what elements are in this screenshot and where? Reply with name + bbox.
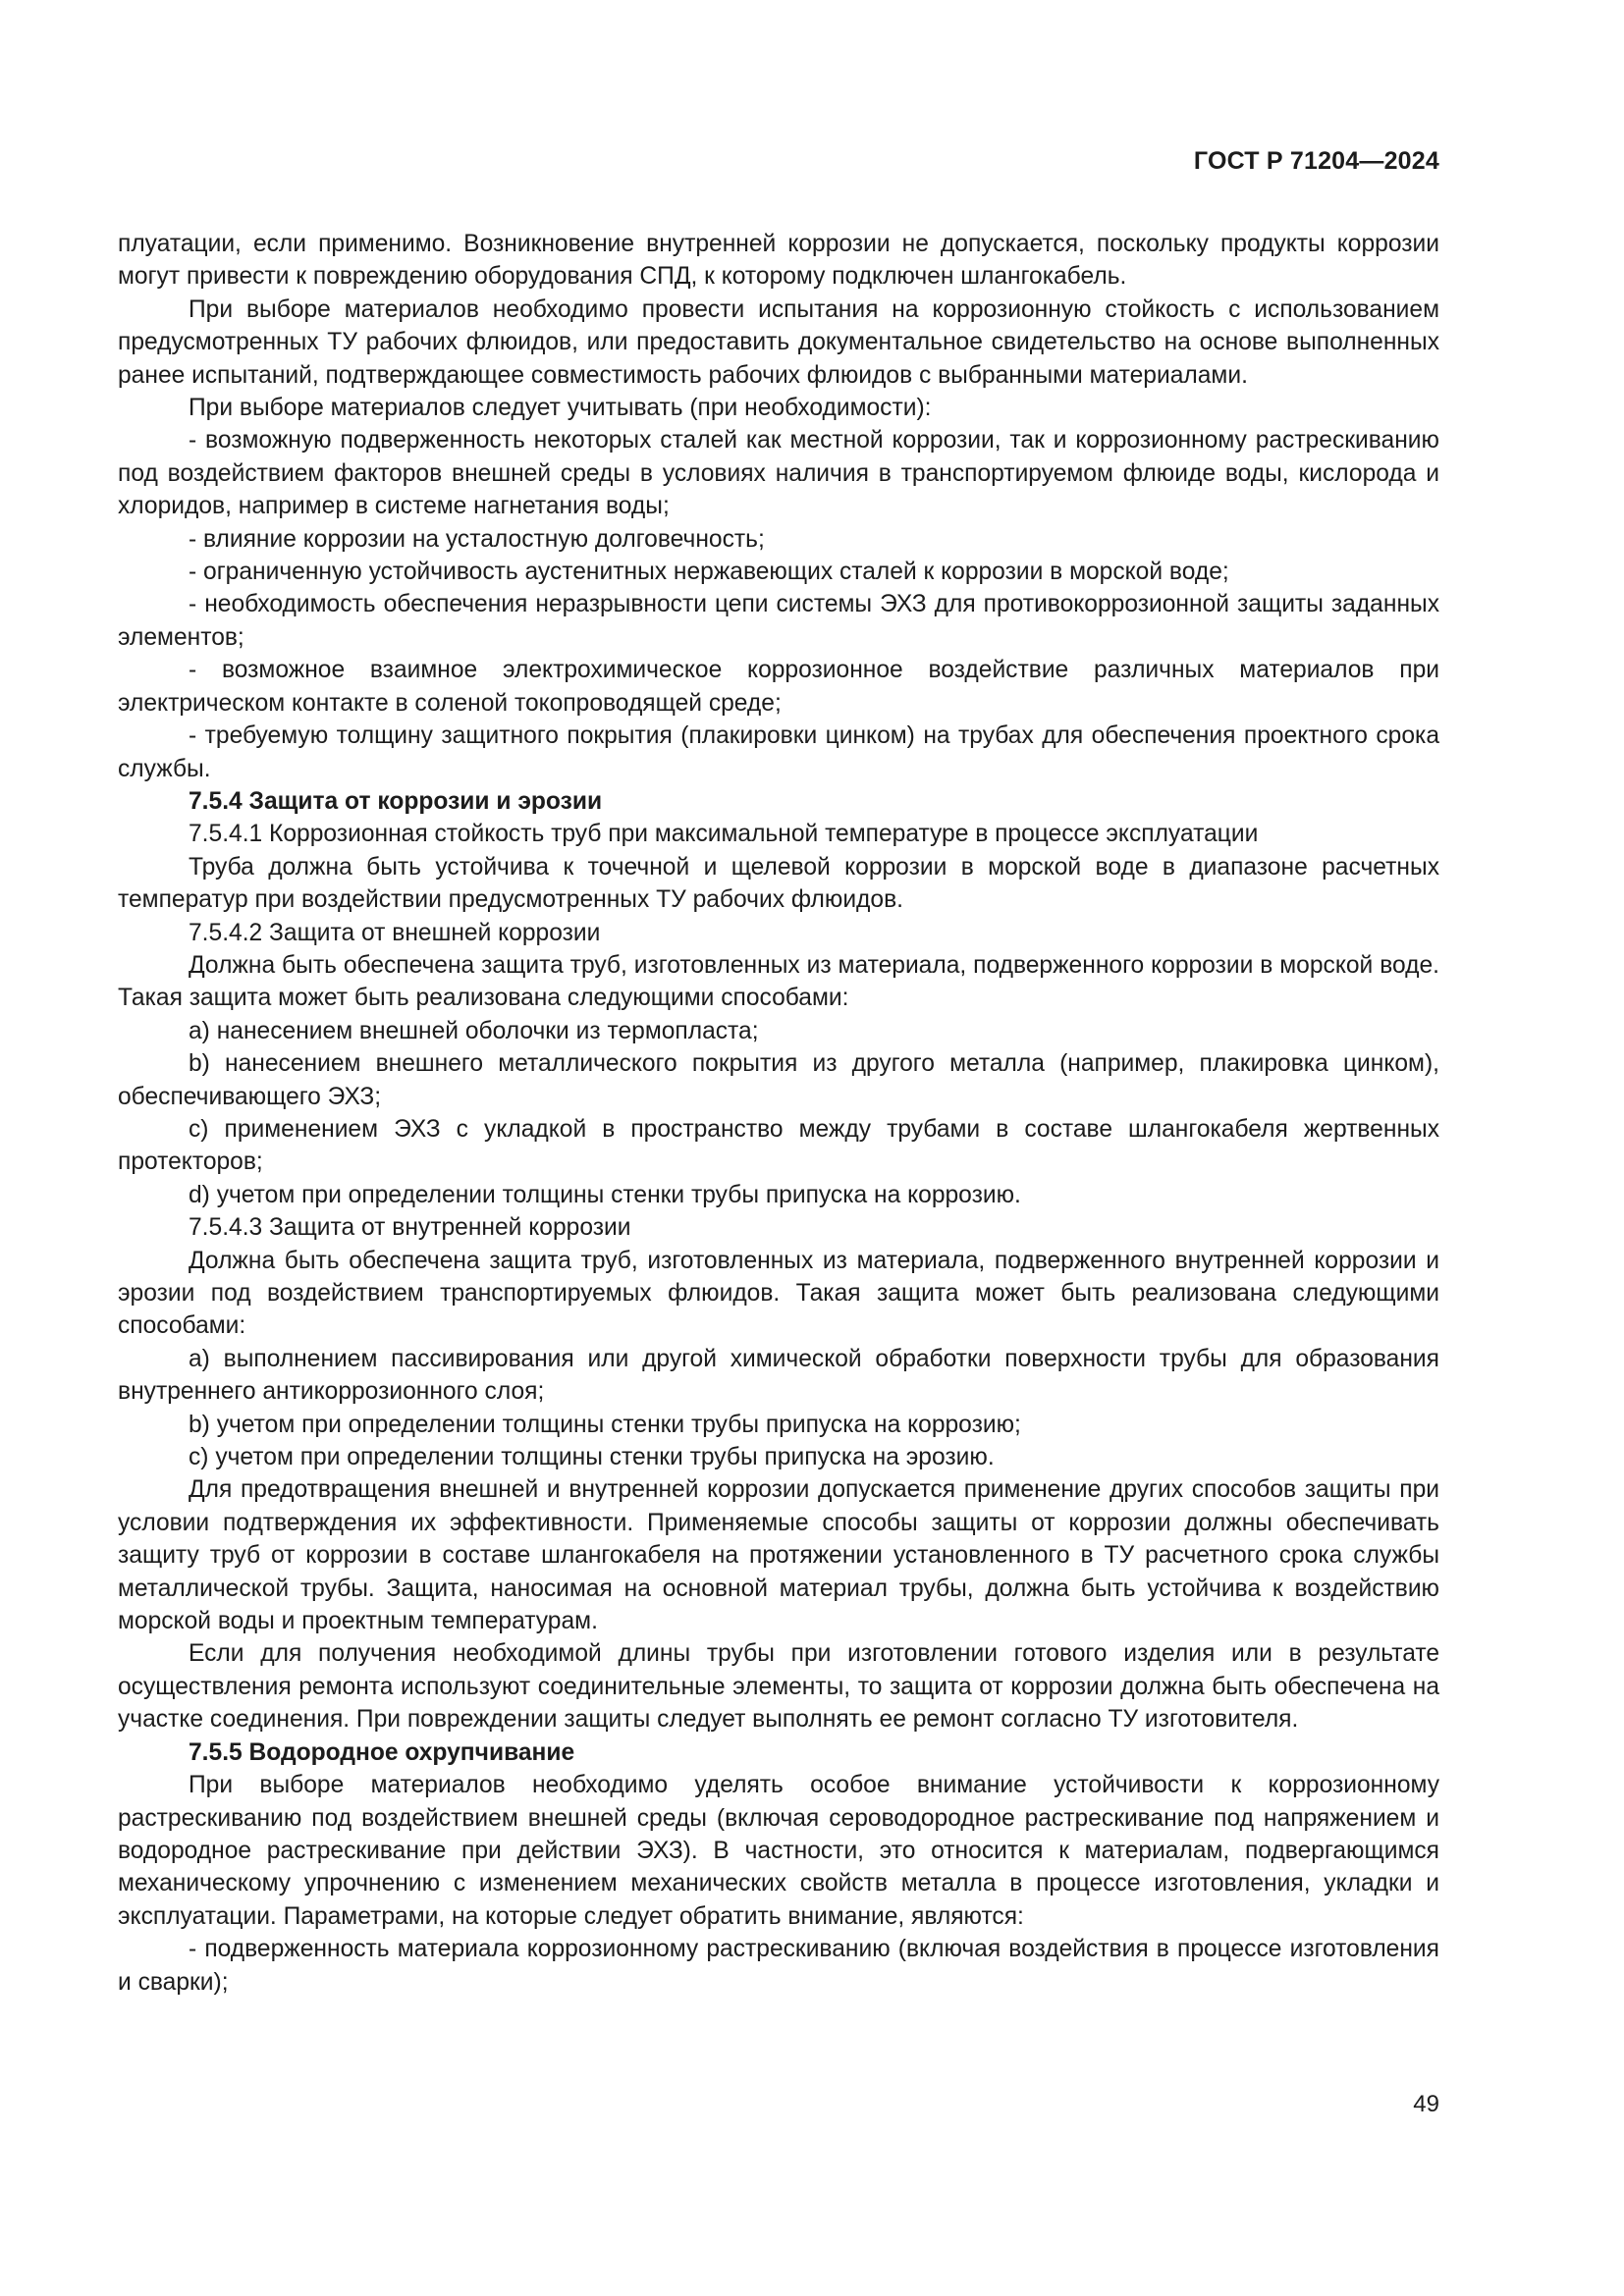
paragraph: Труба должна быть устойчива к точечной и щелевой коррозии в морской воде в диапазоне расчетных температур при воздействии предусмотренных ТУ рабочих флюидов. — [118, 853, 1439, 914]
list-item: - возможное взаимное электрохимическое коррозионное воздействие различных материалов при электрическом контакте в соленой токопроводящей среде; — [118, 657, 1439, 717]
subsection-title: 7.5.4.2 Защита от внешней коррозии — [189, 919, 601, 946]
list-item: - возможную подверженность некоторых сталей как местной коррозии, так и коррозионному растрескиванию под воздействием факторов внешней среды в условиях наличия в транспортируемом флюиде воды, кислорода и хлоридов, например в системе нагнетания воды; — [118, 427, 1439, 520]
list-item: c) применением ЭХЗ с укладкой в пространство между трубами в составе шлангокабеля жертвенных протекторов; — [118, 1115, 1439, 1176]
list-item: - влияние коррозии на усталостную долговечность; — [189, 525, 765, 553]
list-item: - подверженность материала коррозионному растрескиванию (включая воздействия в процессе изготовления и сварки); — [118, 1936, 1439, 1996]
paragraph: При выборе материалов следует учитывать (при необходимости): — [189, 395, 932, 422]
list-item: - необходимость обеспечения неразрывности цепи системы ЭХЗ для противокоррозионной защиты заданных элементов; — [118, 591, 1439, 651]
page-number: 49 — [1413, 2091, 1439, 2117]
list-item: - требуемую толщину защитного покрытия (плакировки цинком) на трубах для обеспечения проектного срока службы. — [118, 722, 1439, 782]
paragraph: Для предотвращения внешней и внутренней коррозии допускается применение других способов защиты при условии подтверждения их эффективности. Применяемые способы защиты от коррозии должны обеспечивать защиту труб от коррозии в составе шлангокабеля на протяжении установленного в ТУ расчетного срока службы металлической трубы. Защита, наносимая на основной материал трубы, должна быть устойчива к воздействию морской воды и проектным температурам. — [118, 1476, 1439, 1635]
document-designation: ГОСТ Р 71204—2024 — [1193, 147, 1439, 175]
list-item: a) нанесением внешней оболочки из термопласта; — [189, 1017, 759, 1044]
paragraph: Если для получения необходимой длины трубы при изготовлении готового изделия или в результате осуществления ремонта используют соединительные элементы, то защита от коррозии должна быть обеспечена на участке соединения. При повреждении защиты следует выполнять ее ремонт согласно ТУ изготовителя. — [118, 1640, 1439, 1734]
list-item: c) учетом при определении толщины стенки трубы припуска на эрозию. — [189, 1444, 995, 1471]
list-item: - ограниченную устойчивость аустенитных нержавеющих сталей к коррозии в морской воде; — [189, 559, 1229, 586]
list-item: b) учетом при определении толщины стенки трубы припуска на коррозию; — [189, 1411, 1021, 1438]
list-item: a) выполнением пассивирования или другой химической обработки поверхности трубы для образования внутреннего антикоррозионного слоя; — [118, 1345, 1439, 1406]
page-body — [118, 228, 1439, 1999]
paragraph: При выборе материалов необходимо провести испытания на коррозионную стойкость с использованием предусмотренных ТУ рабочих флюидов, или предоставить документальное свидетельство на основе выполненных ранее испытаний, подтверждающее совместимость рабочих флюидов с выбранными материалами. — [118, 295, 1439, 389]
paragraph: Должна быть обеспечена защита труб, изготовленных из материала, подверженного коррозии в морской воде. Такая защита может быть реализована следующими способами: — [118, 951, 1439, 1012]
paragraph: Должна быть обеспечена защита труб, изготовленных из материала, подверженного внутренней коррозии и эрозии под воздействием транспортируемых флюидов. Такая защита может быть реализована следующими способами: — [118, 1247, 1439, 1340]
section-heading: 7.5.4 Защита от коррозии и эрозии — [189, 787, 603, 815]
section-heading: 7.5.5 Водородное охрупчивание — [189, 1738, 575, 1766]
list-item: d) учетом при определении толщины стенки трубы припуска на коррозию. — [189, 1181, 1021, 1208]
subsection-title: 7.5.4.1 Коррозионная стойкость труб при максимальной температуре в процессе эксплуатации — [189, 821, 1259, 848]
subsection-title: 7.5.4.3 Защита от внутренней коррозии — [189, 1214, 631, 1242]
paragraph: плуатации, если применимо. Возникновение внутренней коррозии не допускается, поскольку продукты коррозии могут привести к повреждению оборудования СПД, к которому подключен шлангокабель. — [118, 231, 1439, 291]
list-item: b) нанесением внешнего металлического покрытия из другого металла (например, плакировка цинком), обеспечивающего ЭХЗ; — [118, 1050, 1439, 1110]
paragraph: При выборе материалов необходимо уделять особое внимание устойчивости к коррозионному растрескиванию под воздействием внешней среды (включая сероводородное растрескивание под напряжением и водородное растрескивание при действии ЭХЗ). В частности, это относится к материалам, подвергающимся механическому упрочнению с изменением механических свойств металла в процессе изготовления, укладки и эксплуатации. Параметрами, на которые следует обратить внимание, являются: — [118, 1772, 1439, 1930]
